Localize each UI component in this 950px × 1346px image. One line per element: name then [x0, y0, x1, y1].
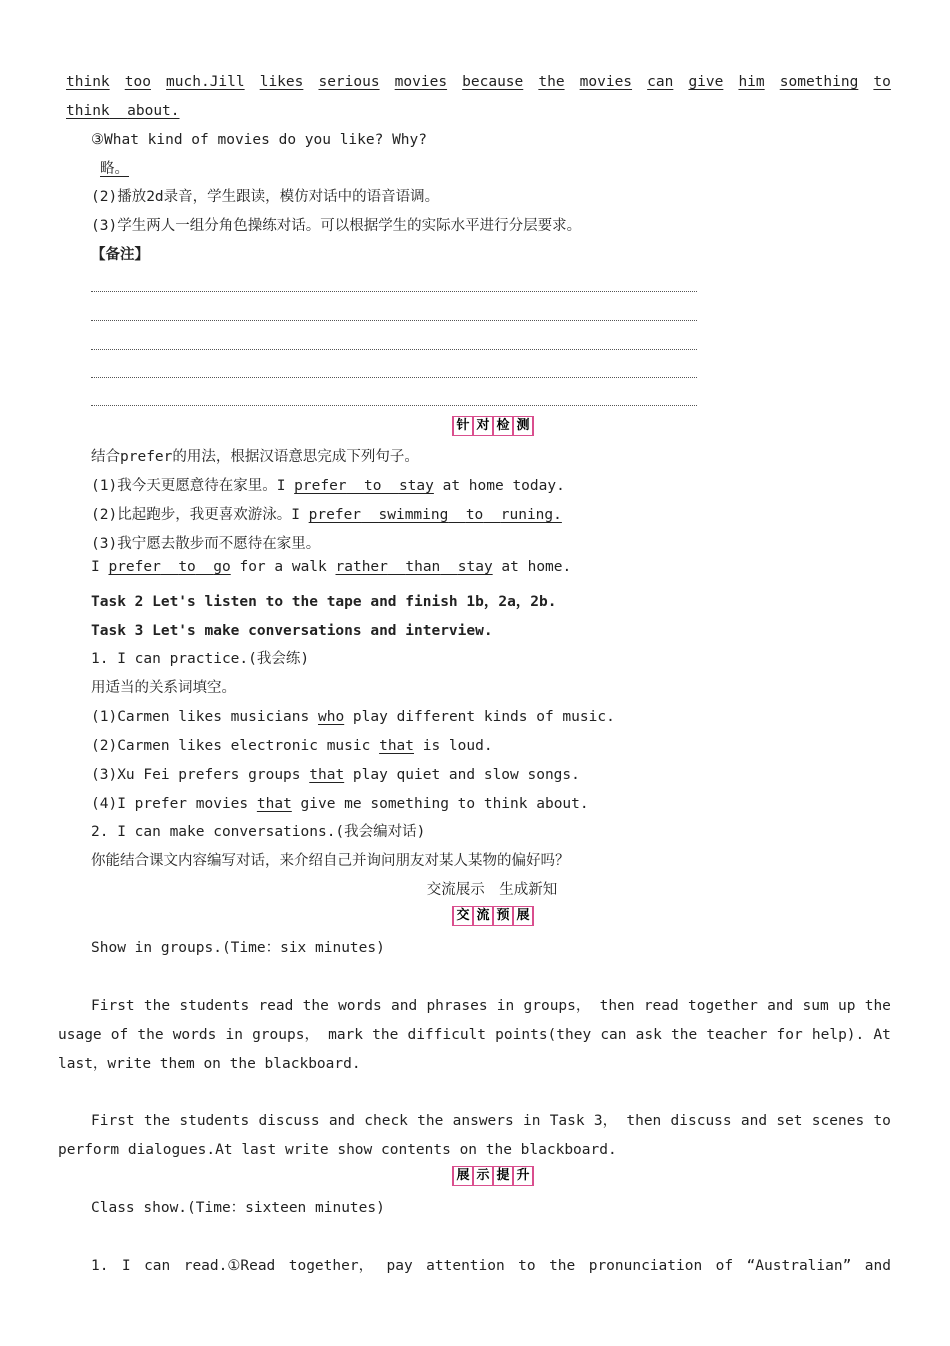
badge-char: 升	[514, 1167, 532, 1185]
read-line	[91, 1257, 891, 1275]
class-show: Class show.(Time：sixteen minutes)	[91, 1200, 385, 1216]
word: to	[178, 559, 196, 575]
word: sum	[802, 998, 829, 1014]
answer-line-2	[66, 102, 180, 120]
word: swimming	[378, 507, 449, 523]
word: in	[225, 1027, 243, 1043]
word: prefer	[308, 507, 362, 523]
word: discuss	[258, 1113, 320, 1129]
para-1-line-3: last，write them on the blackboard.	[58, 1056, 361, 1072]
word: in	[496, 998, 515, 1014]
para-2-line-1	[91, 1112, 891, 1130]
question-3: ③What kind of movies do you like? Why?	[91, 132, 427, 148]
word: go	[213, 559, 231, 575]
word: than	[405, 559, 441, 575]
badge-char: 检	[494, 417, 512, 435]
word: scenes	[811, 1113, 865, 1129]
note-line-4	[91, 377, 697, 378]
word: discuss	[670, 1113, 732, 1129]
word: read	[258, 998, 294, 1014]
badge-char: 示	[474, 1167, 492, 1185]
word: him	[738, 74, 765, 90]
practice-heading: 1. I can practice.(我会练)	[91, 651, 310, 667]
relative-2: (2)Carmen likes electronic music that is loud.	[91, 738, 493, 754]
notes-heading: 【备注】	[91, 247, 149, 263]
word: ask	[635, 1027, 662, 1043]
word: too	[124, 74, 151, 90]
word: groups，	[252, 1027, 319, 1043]
relative-1: (1)Carmen likes musicians who play different kinds of music.	[91, 709, 615, 725]
word: the	[302, 998, 329, 1014]
check-sentence-2: (2)比起跑步，我更喜欢游泳。I prefer swimming to runing.	[91, 507, 562, 523]
word: give	[688, 74, 724, 90]
answer-omitted: 略。	[100, 161, 129, 177]
conversation-heading: 2. I can make conversations.(我会编对话)	[91, 824, 426, 840]
word: difficult	[407, 1027, 487, 1043]
word: of	[110, 1027, 129, 1043]
word: to	[873, 74, 891, 90]
word: together	[688, 998, 758, 1014]
word: phrases	[426, 998, 488, 1014]
word: read	[643, 998, 679, 1014]
badge-preview	[452, 906, 534, 926]
word: prefer	[108, 559, 161, 575]
check-sentence-3-answer: I prefer to go for a walk rather than stay at home.	[91, 559, 572, 575]
word: set	[776, 1113, 803, 1129]
step-3: (3)学生两人一组分角色操练对话。可以根据学生的实际水平进行分层要求。	[91, 218, 582, 234]
badge-char: 流	[474, 907, 492, 925]
word: up	[838, 998, 856, 1014]
para-1-line-2	[58, 1026, 891, 1044]
badge-char: 测	[514, 417, 532, 435]
word: about.	[127, 103, 180, 119]
word: then	[599, 998, 635, 1014]
word: prefer	[294, 478, 347, 494]
relative-4: (4)I prefer movies that give me something to think about.	[91, 796, 589, 812]
word: usage	[58, 1027, 102, 1043]
word: and	[767, 998, 794, 1014]
badge-char: 对	[474, 417, 492, 435]
word: together，	[288, 1258, 374, 1274]
word: read.①Read	[183, 1258, 276, 1274]
word: points(they	[495, 1027, 592, 1043]
word: the	[143, 1113, 171, 1129]
word: and	[390, 998, 418, 1014]
badge-char: 提	[494, 1167, 512, 1185]
para-2-line-2: perform dialogues.At last write show contents on the blackboard.	[58, 1142, 617, 1158]
badge-show	[452, 1166, 534, 1186]
word: can	[600, 1027, 627, 1043]
note-line-2	[91, 320, 697, 321]
word: to	[873, 1113, 891, 1129]
word: pay	[386, 1258, 413, 1274]
word: groups，	[523, 998, 591, 1014]
word: 1.	[91, 1258, 109, 1274]
word: students	[179, 998, 250, 1014]
check-sentence-3: (3)我宁愿去散步而不愿待在家里。	[91, 536, 321, 552]
badge-char: 预	[494, 907, 512, 925]
word: check	[364, 1113, 408, 1129]
word: the	[417, 1113, 444, 1129]
word: the	[538, 74, 565, 90]
word: then	[626, 1113, 662, 1129]
word: First	[91, 1113, 135, 1129]
word: to	[364, 478, 382, 494]
word: because	[462, 74, 524, 90]
word: pronunciation	[588, 1258, 703, 1274]
badge-char: 展	[514, 907, 532, 925]
word: words	[172, 1027, 217, 1043]
note-line-3	[91, 349, 697, 350]
task-3-heading: Task 3 Let's make conversations and interview.	[91, 623, 493, 639]
word: of	[715, 1258, 734, 1274]
word: something	[779, 74, 859, 90]
word: movies	[394, 74, 448, 90]
badge-char: 针	[454, 417, 472, 435]
word: “Australian”	[746, 1258, 852, 1274]
note-line-1	[91, 291, 697, 292]
word: likes	[259, 74, 304, 90]
word: runing.	[500, 507, 562, 523]
badge-char: 交	[454, 907, 472, 925]
word: think	[66, 74, 110, 90]
word: rather	[335, 559, 388, 575]
answer-line-1	[66, 73, 891, 91]
check-intro: 结合prefer的用法，根据汉语意思完成下列句子。	[91, 449, 419, 465]
word: the	[670, 1027, 698, 1043]
word: for	[776, 1027, 803, 1043]
step-2: (2)播放2d录音，学生跟读，模仿对话中的语音语调。	[91, 189, 440, 205]
word: think	[66, 103, 110, 119]
word: stay	[398, 478, 434, 494]
show-in-groups: Show in groups.(Time：six minutes)	[91, 940, 385, 956]
word: students	[179, 1113, 250, 1129]
word: stay	[457, 559, 493, 575]
task-2-heading: Task 2 Let's listen to the tape and finish 1b，2a，2b.	[91, 594, 557, 610]
word: serious	[318, 74, 380, 90]
word: At	[873, 1027, 891, 1043]
word: teacher	[706, 1027, 768, 1043]
word: the	[864, 998, 891, 1014]
word: can	[144, 1258, 171, 1274]
word: and	[328, 1113, 356, 1129]
word: attention	[426, 1258, 505, 1274]
word: and	[864, 1258, 891, 1274]
word: words	[338, 998, 382, 1014]
badge-char: 展	[454, 1167, 472, 1185]
word: the	[372, 1027, 399, 1043]
word: the	[137, 1027, 164, 1043]
word: much.Jill	[166, 74, 245, 90]
word: can	[647, 74, 674, 90]
word: in	[522, 1113, 541, 1129]
check-sentence-1: (1)我今天更愿意待在家里。I prefer to stay at home today.	[91, 478, 565, 494]
word: I	[121, 1258, 131, 1274]
note-line-5	[91, 405, 697, 406]
word: movies	[579, 74, 633, 90]
conversation-instruction: 你能结合课文内容编写对话，来介绍自己并询问朋友对某人某物的偏好吗？	[91, 853, 570, 869]
word: help).	[811, 1027, 865, 1043]
practice-instruction: 用适当的关系词填空。	[91, 680, 236, 696]
word: the	[549, 1258, 576, 1274]
word: to	[465, 507, 484, 523]
relative-3: (3)Xu Fei prefers groups that play quiet and slow songs.	[91, 767, 580, 783]
para-1-line-1	[91, 997, 891, 1015]
word: the	[143, 998, 171, 1014]
badge-check	[452, 416, 534, 436]
word: and	[740, 1113, 768, 1129]
word: First	[91, 998, 135, 1014]
word: Task	[549, 1113, 585, 1129]
word: 3，	[593, 1113, 618, 1129]
word: mark	[328, 1027, 364, 1043]
word: to	[518, 1258, 536, 1274]
word: answers	[452, 1113, 514, 1129]
section-heading: 交流展示 生成新知	[426, 882, 558, 898]
